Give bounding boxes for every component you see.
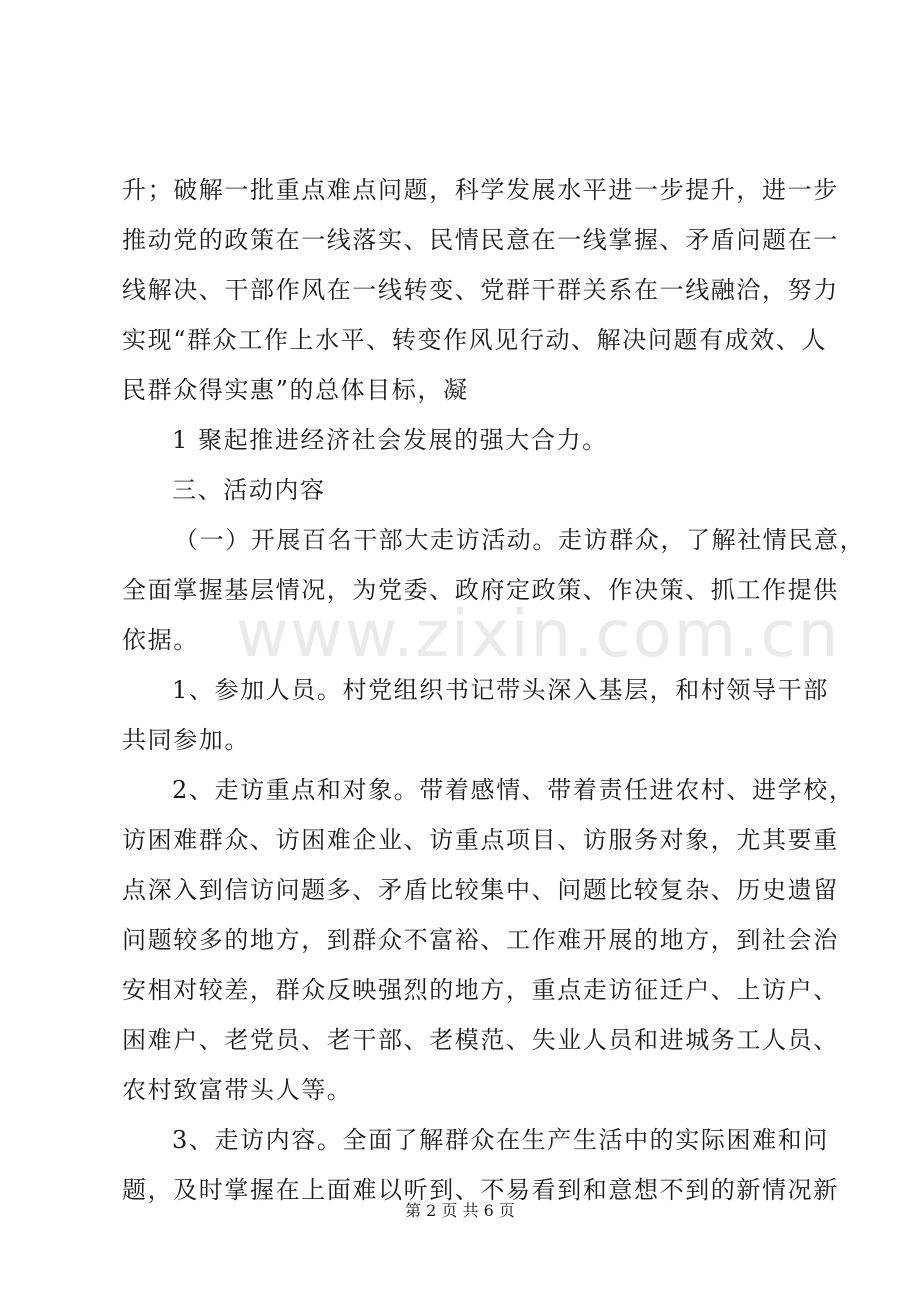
- text-line: 推动党的政策在一线落实、民情民意在一线掌握、矛盾问题在一: [122, 226, 839, 254]
- paragraph: [122, 420, 812, 460]
- text-line: 依据。: [122, 626, 199, 654]
- text-line: 点深入到信访问题多、矛盾比较集中、问题比较复杂、历史遗留: [122, 876, 839, 904]
- text-line: 升；破解一批重点难点问题，科学发展水平进一步提升，进一步: [122, 176, 839, 204]
- text-line: 困难户、老党员、老干部、老模范、失业人员和进城务工人员、: [122, 1026, 839, 1054]
- paragraph: [122, 1120, 839, 1210]
- text-line: 民群众得实惠”的总体目标，凝: [122, 376, 469, 404]
- text-line: 全面掌握基层情况，为党委、政府定政策、作决策、抓工作提供: [122, 576, 839, 604]
- paragraph: [122, 170, 839, 410]
- text-line: 线解决、干部作风在一线转变、党群干群关系在一线融洽，努力: [122, 276, 839, 304]
- text-line: 三、活动内容: [172, 476, 326, 504]
- text-line: 题，及时掌握在上面难以听到、不易看到和意想不到的新情况新: [122, 1176, 839, 1204]
- text-line: 问题较多的地方，到群众不富裕、工作难开展的地方，到社会治: [122, 926, 839, 954]
- document-body: [122, 170, 866, 1210]
- paragraph: [122, 770, 855, 1110]
- text-line: 农村致富带头人等。: [122, 1076, 353, 1104]
- text-line: 1 聚起推进经济社会发展的强大合力。: [172, 426, 608, 454]
- watermark: www.zixin.com.cn: [236, 598, 841, 672]
- section-heading: [122, 470, 812, 510]
- text-line: 安相对较差，群众反映强烈的地方，重点走访征迁户、上访户、: [122, 976, 839, 1004]
- text-line: 访困难群众、访困难企业、访重点项目、访服务对象，尤其要重: [122, 826, 839, 854]
- text-line: 1、参加人员。村党组织书记带头深入基层，和村领导干部: [172, 676, 829, 704]
- text-line: 共同参加。: [122, 726, 250, 754]
- text-line: （一）开展百名干部大走访活动。走访群众，了解社情民意，: [174, 526, 866, 554]
- paragraph: [122, 670, 829, 760]
- text-line: 2、走访重点和对象。带着感情、带着责任进农村、进学校，: [172, 776, 855, 804]
- text-line: 3、走访内容。全面了解群众在生产生活中的实际困难和问: [172, 1126, 829, 1154]
- text-line: 实现“群众工作上水平、转变作风见行动、解决问题有成效、人: [122, 326, 828, 354]
- page-number-footer: 第 2 页 共 6 页: [405, 1201, 515, 1220]
- paragraph: [122, 520, 866, 660]
